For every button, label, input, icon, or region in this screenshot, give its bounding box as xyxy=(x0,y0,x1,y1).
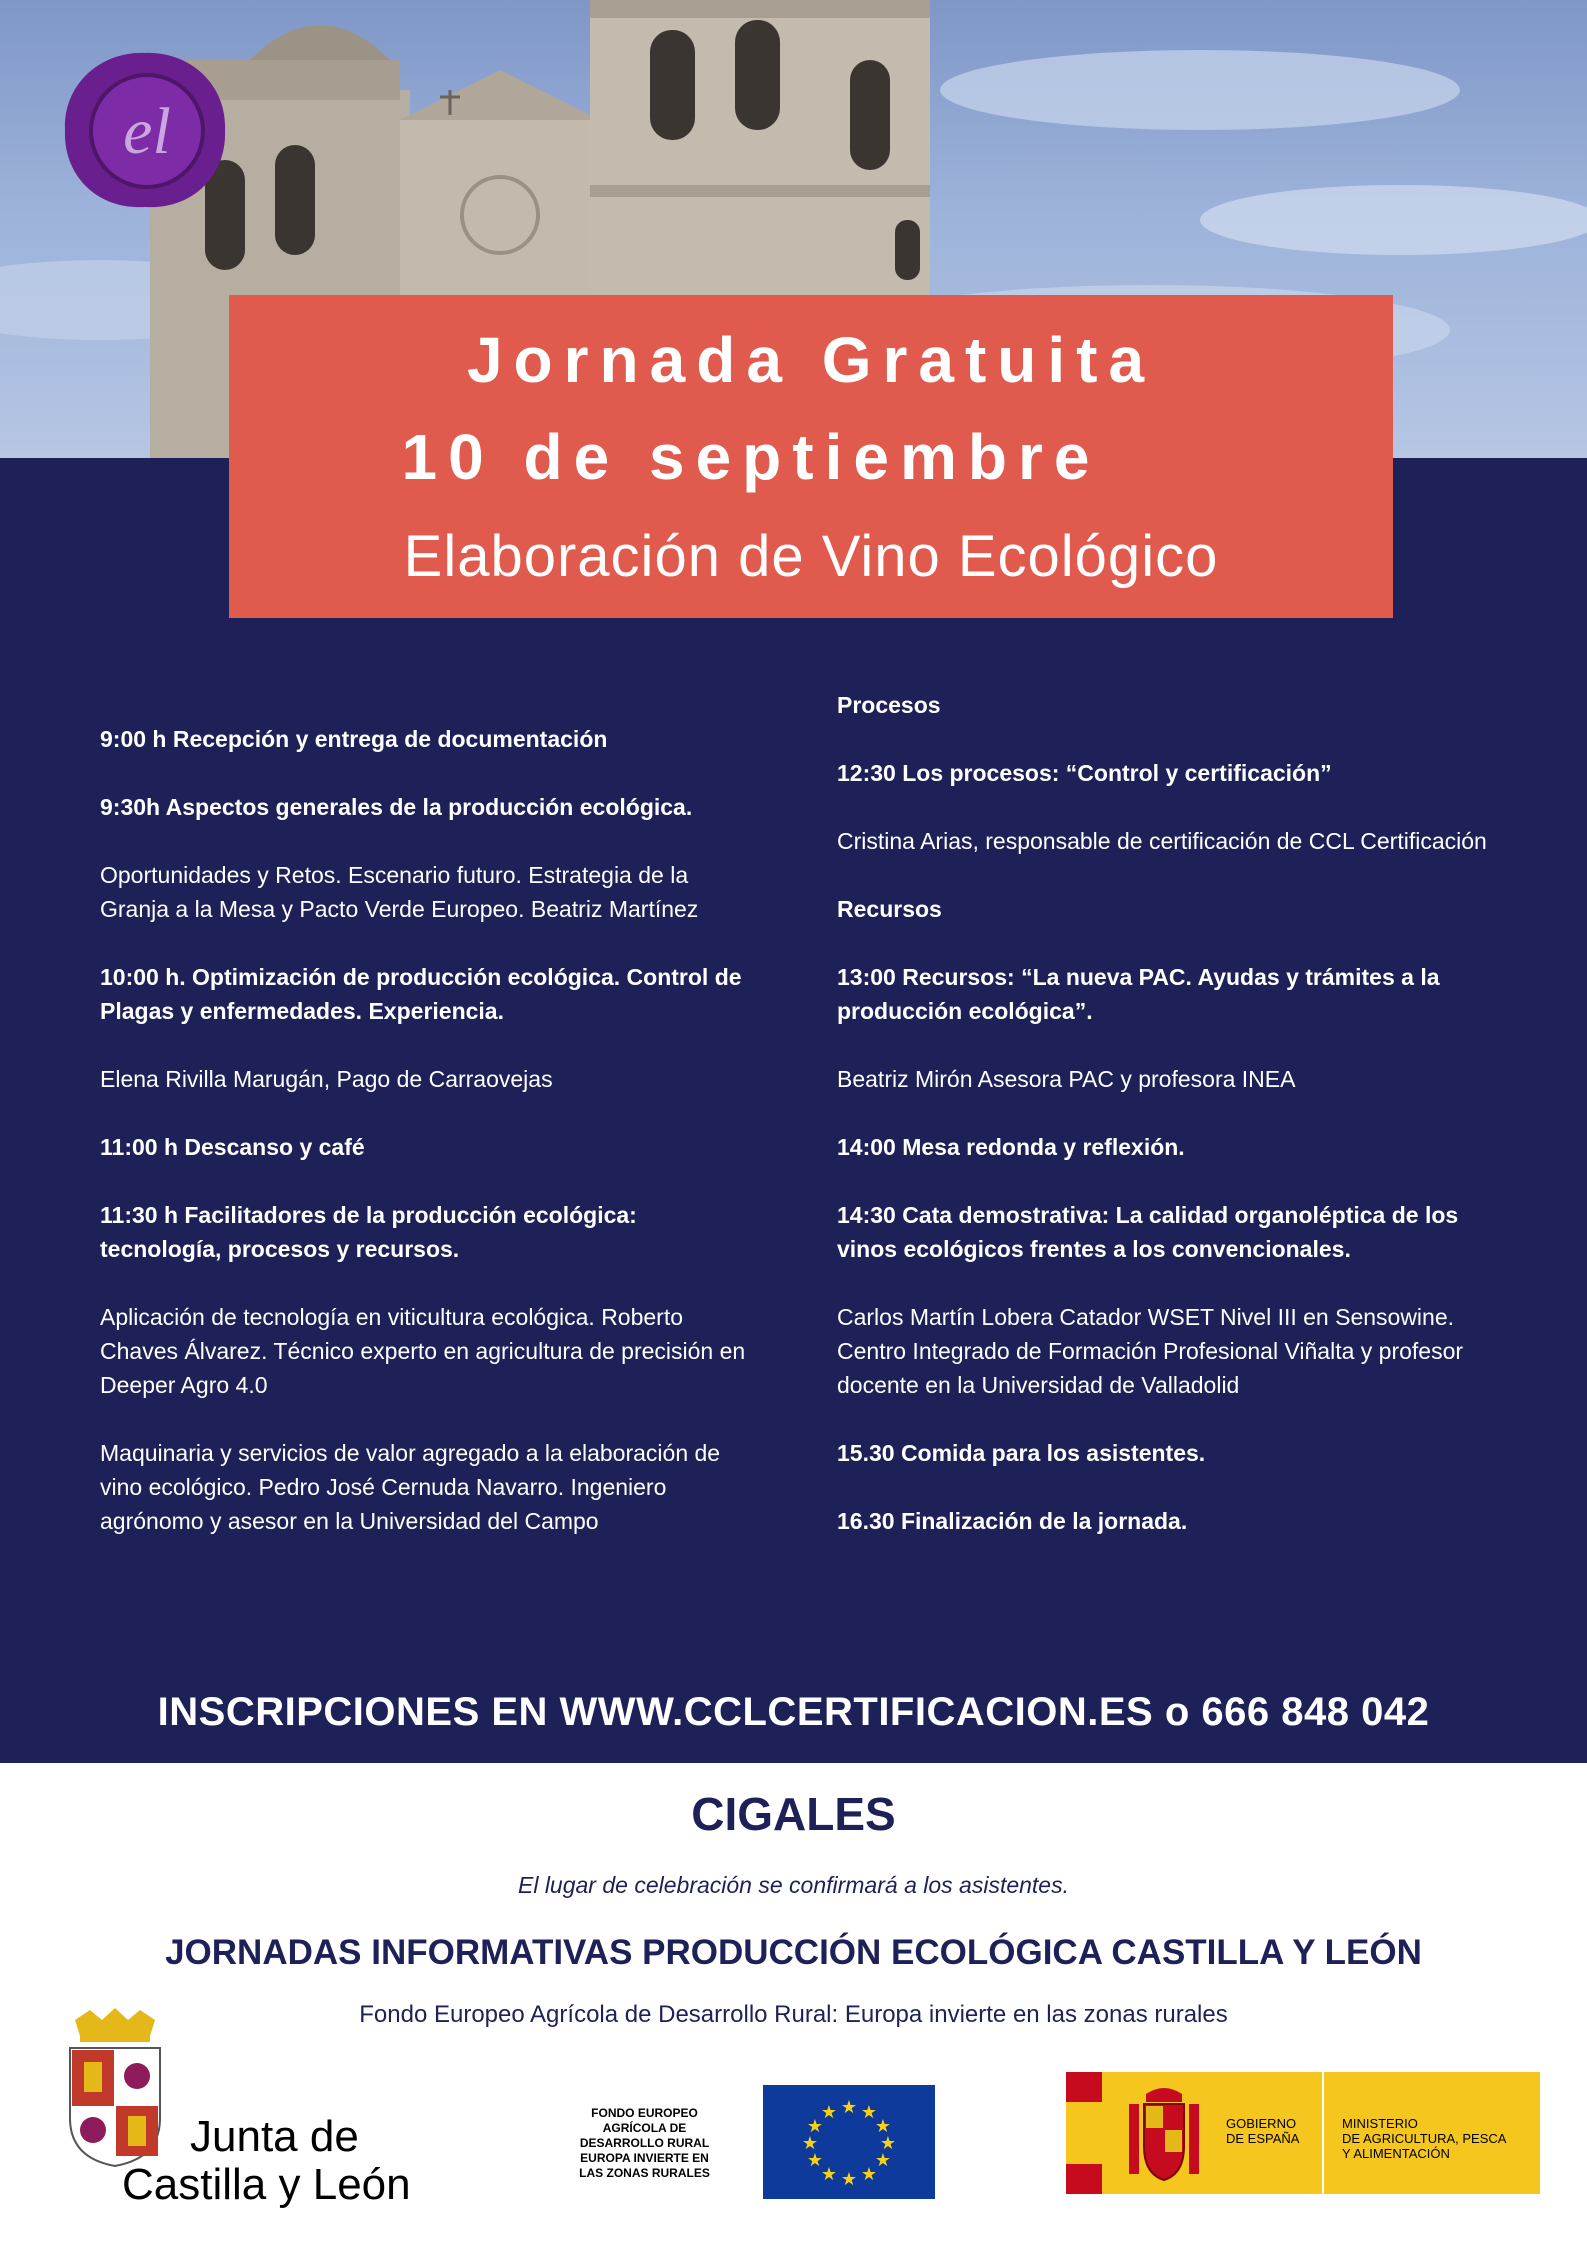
program-item: 11:30 h Facilitadores de la producción ecológica: tecnología, procesos y recursos. xyxy=(100,1202,637,1262)
program-item: 14:30 Cata demostrativa: La calidad organoléptica de los vinos ecológicos frentes a los convencionales. xyxy=(837,1202,1459,1262)
program-item: 9:30h Aspectos generales de la producción ecológica. xyxy=(100,794,693,820)
program-column-left xyxy=(100,722,760,1572)
coat-of-arms-icon xyxy=(60,2008,170,2168)
svg-text:★: ★ xyxy=(860,2164,878,2185)
fund-note: Fondo Europeo Agrícola de Desarrollo Rural: Europa invierte en las zonas rurales xyxy=(359,2001,1228,2028)
wax-seal-logo xyxy=(55,45,235,215)
svg-text:★: ★ xyxy=(820,2102,838,2123)
program-item: Aplicación de tecnología en viticultura ecológica. Roberto Chaves Álvarez. Técnico experto en agricultura de precisión en Deeper Agro 4.0 xyxy=(100,1304,746,1398)
section-heading-procesos: Procesos xyxy=(837,692,941,718)
junta-line2: Castilla y León xyxy=(122,2160,411,2209)
program-item: 16.30 Finalización de la jornada. xyxy=(837,1508,1188,1534)
svg-text:★: ★ xyxy=(801,2133,819,2154)
program-item: 10:00 h. Optimización de producción ecológica. Control de Plagas y enfermedades. Experiencia. xyxy=(100,964,742,1024)
venue-note: El lugar de celebración se confirmará a los asistentes. xyxy=(517,1872,1069,1898)
program-item: Oportunidades y Retos. Escenario futuro. Estrategia de la Granja a la Mesa y Pacto Verde Europeo. Beatriz Martínez xyxy=(100,862,699,922)
seal-monogram: el xyxy=(123,95,171,168)
ministerio-text xyxy=(1342,2116,1506,2161)
program-column-right xyxy=(837,688,1497,1572)
program-item: Carlos Martín Lobera Catador WSET Nivel III en Sensowine. Centro Integrado de Formación Profesional Viñalta y profesor docente en la Universidad de Valladolid xyxy=(837,1304,1464,1398)
feader-logo-text: FONDO EUROPEO AGRÍCOLA DE DESARROLLO RURAL EUROPA INVIERTE EN LAS ZONAS RURALES xyxy=(579,2106,710,2180)
spain-coat-of-arms-icon xyxy=(1124,2084,1204,2184)
program-item: Beatriz Mirón Asesora PAC y profesora INEA xyxy=(837,1066,1296,1092)
program-item: Elena Rivilla Marugán, Pago de Carraovejas xyxy=(100,1066,553,1092)
program-item: 12:30 Los procesos: “Control y certificación” xyxy=(837,760,1332,786)
svg-text:★: ★ xyxy=(806,2150,824,2171)
junta-line1: Junta de xyxy=(190,2112,359,2161)
title-date: 10 de septiembre xyxy=(401,421,1101,493)
location-title: CIGALES xyxy=(691,1788,896,1840)
ministerio-line3: Y ALIMENTACIÓN xyxy=(1342,2146,1450,2161)
gobierno-espana-logo xyxy=(1066,2072,1540,2194)
program-item: Maquinaria y servicios de valor agregado a la elaboración de vino ecológico. Pedro José Cernuda Navarro. Ingeniero agrónomo y asesor en la Universidad del Campo xyxy=(100,1440,721,1534)
svg-text:★: ★ xyxy=(820,2164,838,2185)
eu-stars-icon xyxy=(763,2085,935,2199)
svg-text:★: ★ xyxy=(806,2116,824,2137)
section-heading-recursos: Recursos xyxy=(837,896,942,922)
junta-castilla-leon-logo xyxy=(60,2008,420,2223)
title-event-type: Jornada Gratuita xyxy=(466,324,1156,396)
title-banner xyxy=(229,295,1393,618)
program-item: 11:00 h Descanso y café xyxy=(100,1134,365,1160)
program-item: 14:00 Mesa redonda y reflexión. xyxy=(837,1134,1185,1160)
gobierno-text: GOBIERNO DE ESPAÑA xyxy=(1226,2116,1300,2146)
svg-text:★: ★ xyxy=(874,2150,892,2171)
program-item: Cristina Arias, responsable de certificación de CCL Certificación xyxy=(837,828,1487,854)
svg-text:★: ★ xyxy=(840,2169,858,2190)
junta-name xyxy=(122,2112,411,2209)
svg-text:★: ★ xyxy=(879,2133,897,2154)
ministerio-line2: DE AGRICULTURA, PESCA xyxy=(1342,2131,1507,2146)
svg-text:★: ★ xyxy=(860,2102,878,2123)
svg-text:★: ★ xyxy=(874,2116,892,2137)
series-title: JORNADAS INFORMATIVAS PRODUCCIÓN ECOLÓGICA CASTILLA Y LEÓN xyxy=(165,1933,1422,1972)
ministerio-line1: MINISTERIO xyxy=(1342,2116,1418,2131)
title-topic: Elaboración de Vino Ecológico xyxy=(403,524,1219,589)
logo-divider xyxy=(1322,2072,1324,2194)
svg-text:★: ★ xyxy=(840,2097,858,2118)
program-item: 15.30 Comida para los asistentes. xyxy=(837,1440,1206,1466)
program-item: 9:00 h Recepción y entrega de documentación xyxy=(100,726,608,752)
spain-flag-center xyxy=(1066,2102,1102,2164)
eu-flag-logo xyxy=(763,2085,935,2199)
program-item: 13:00 Recursos: “La nueva PAC. Ayudas y trámites a la producción ecológica”. xyxy=(837,964,1440,1024)
registration-info: INSCRIPCIONES EN WWW.CCLCERTIFICACION.ES o 666 848 042 xyxy=(157,1690,1430,1734)
